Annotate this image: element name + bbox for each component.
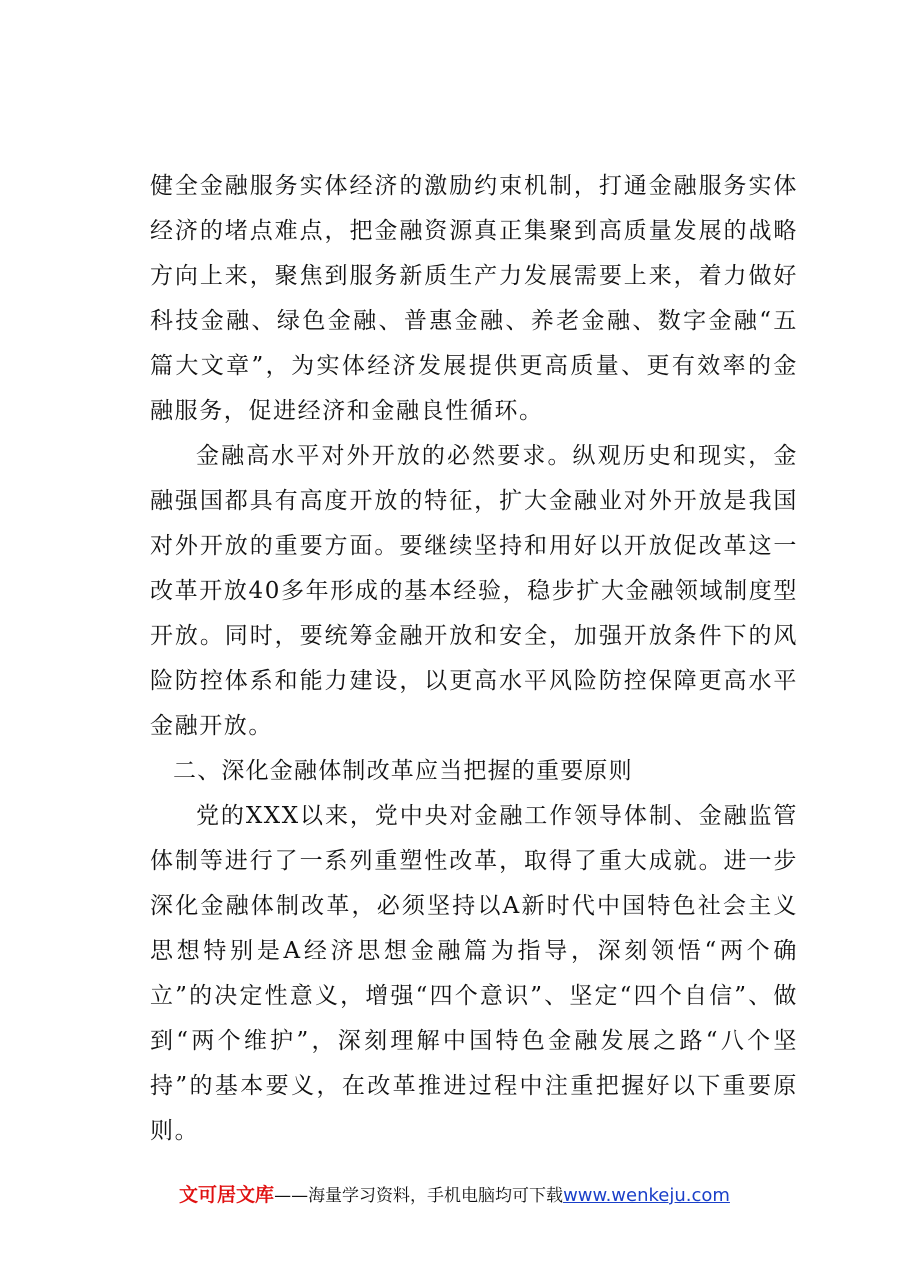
- section-heading: 二、深化金融体制改革应当把握的重要原则: [173, 758, 633, 784]
- paragraph-continued: 健全金融服务实体经济的激励约束机制，打通金融服务实体经济的堵点难点，把金融资源真正集聚到高质量发展的战略方向上来，聚焦到服务新质生产力发展需要上来，着力做好科技金融、绿色金融、普惠金融、养老金融、数字金融“五篇大文章”，为实体经济发展提供更高质量、更有效率的金融服务，促进经济和金融良性循环。: [150, 173, 798, 424]
- footer-website-link[interactable]: www.wenkeju.com: [563, 1185, 730, 1206]
- paragraph-reform-principles: 党的XXX以来，党中央对金融工作领导体制、金融监管体制等进行了一系列重塑性改革，取得了重大成就。进一步深化金融体制改革，必须坚持以A新时代中国特色社会主义思想特别是A经济思想金融篇为指导，深刻领悟“两个确立”的决定性意义，增强“四个意识”、坚定“四个自信”、做到“两个维护”，深刻理解中国特色金融发展之路“八个坚持”的基本要义，在改革推进过程中注重把握好以下重要原则。: [150, 803, 798, 1144]
- footer-banner: [0, 1182, 909, 1209]
- footer-tagline: ——海量学习资料，手机电脑均可下载: [274, 1186, 564, 1206]
- document-body: [150, 164, 798, 1154]
- paragraph-financial-opening: 金融高水平对外开放的必然要求。纵观历史和现实，金融强国都具有高度开放的特征，扩大金融业对外开放是我国对外开放的重要方面。要继续坚持和用好以开放促改革这一改革开放40多年形成的基本经验，稳步扩大金融领域制度型开放。同时，要统筹金融开放和安全，加强开放条件下的风险防控体系和能力建设，以更高水平风险防控保障更高水平金融开放。: [150, 443, 798, 739]
- footer-brand: 文可居文库: [179, 1184, 275, 1206]
